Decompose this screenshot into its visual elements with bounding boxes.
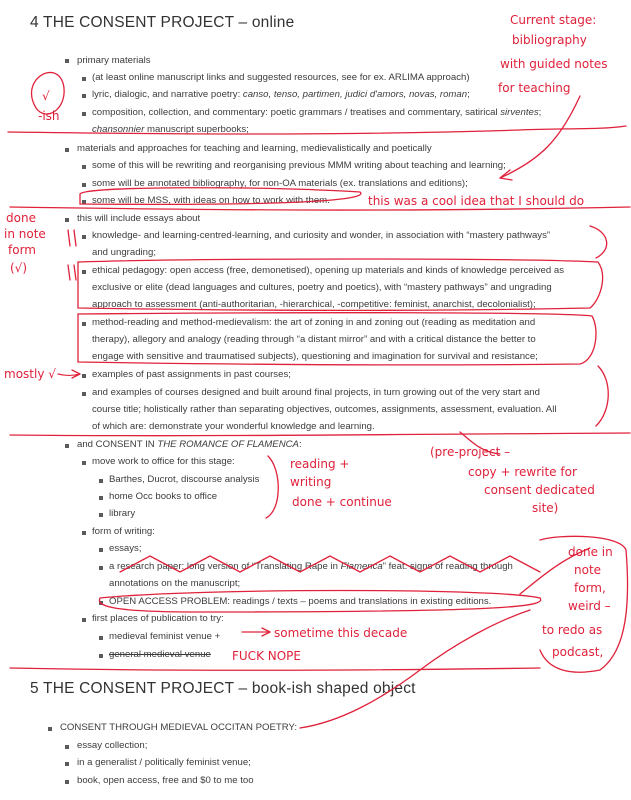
list-item: examples of past assignments in past courses; bbox=[92, 369, 291, 380]
list-item: some will be annotated bibliography, for non-OA materials (ex. translations and editions); bbox=[92, 178, 468, 189]
bullet bbox=[99, 496, 103, 500]
note-pre-project: (pre-project – bbox=[430, 445, 511, 459]
ink-arrow-2 bbox=[460, 432, 500, 454]
note-done: in note bbox=[4, 227, 46, 241]
list-item: move work to office for this stage: bbox=[92, 456, 235, 467]
list-item: home Occ books to office bbox=[109, 491, 218, 502]
ink-arrow-mostly bbox=[58, 374, 80, 376]
note-current-stage: with guided notes bbox=[500, 57, 608, 71]
ink-arrow-3 bbox=[520, 548, 590, 594]
list-item: lyric, dialogic, and narrative poetry: canso, tenso, partimen, judici d'amors, novas, roman; bbox=[92, 89, 470, 100]
ink-tick-marks bbox=[68, 265, 76, 280]
bullet bbox=[82, 165, 86, 169]
ink-divider-3 bbox=[10, 433, 630, 436]
list-item: book, open access, free and $0 to me too bbox=[77, 775, 254, 786]
list-item: a research paper: long version of “Translating Rape in Flamenca” feat. signs of reading through bbox=[109, 561, 513, 572]
note-current-stage: Current stage: bbox=[510, 13, 597, 27]
note-reading: writing bbox=[290, 475, 332, 489]
list-item: CONSENT THROUGH MEDIEVAL OCCITAN POETRY: bbox=[60, 722, 298, 733]
bullet bbox=[99, 548, 103, 552]
list-item: knowledge- and learning-centred-learning, and curiosity and wonder, in association with “mastery pathways” bbox=[92, 230, 551, 241]
note-current-stage: bibliography bbox=[512, 33, 587, 47]
list-item: and examples of courses designed and built around final projects, in turn growing out of the very start and bbox=[92, 387, 540, 398]
bullet bbox=[65, 745, 69, 749]
bullet bbox=[82, 392, 86, 396]
list-item: library bbox=[109, 508, 136, 519]
ink-arrow-5 bbox=[300, 610, 530, 728]
list-item-cont: approach to assessment (anti-authoritarian, -hierarchical, -competitive: feminist, anarchist, decolonialist); bbox=[92, 299, 536, 310]
note-current-stage: for teaching bbox=[498, 81, 571, 95]
list-item-cont: course title; holistically rather than separating objectives, outcomes, assignments, assessment, evaluation. All bbox=[92, 404, 557, 415]
list-item: method-reading and method-medievalism: the art of zoning in and zoning out (reading as meditation and bbox=[92, 317, 536, 328]
list-item: essay collection; bbox=[77, 740, 148, 751]
list-item: some will be MSS, with ideas on how to work with them. bbox=[92, 195, 330, 206]
note-podcast: podcast, bbox=[552, 645, 604, 659]
note-sometime: sometime this decade bbox=[274, 626, 408, 640]
bullet bbox=[82, 235, 86, 239]
list-item-cont: therapy), allegory and analogy (reading through “a distant mirror” and with a critical distance the better to bbox=[92, 334, 536, 345]
list-item: in a generalist / politically feminist venue; bbox=[77, 757, 251, 768]
list-item-cont: exclusive or elite (dead languages and cultures, poetry and poetics), with “mastery pathways” and ungrading bbox=[92, 282, 552, 293]
ink-bracket-3 bbox=[266, 456, 278, 518]
bullet bbox=[99, 654, 103, 658]
note-check: √ bbox=[42, 89, 50, 103]
bullet bbox=[99, 566, 103, 570]
list-item: ethical pedagogy: open access (free, demonetised), opening up materials and kinds of knowledge perceived as bbox=[92, 265, 564, 276]
list-item: Barthes, Ducrot, discourse analysis bbox=[109, 474, 260, 485]
bullet bbox=[82, 461, 86, 465]
note-done: (√) bbox=[10, 261, 28, 275]
section-5-heading: 5 THE CONSENT PROJECT – book-ish shaped object bbox=[30, 680, 416, 697]
note-ish: -ish bbox=[38, 109, 60, 123]
primary-materials-label: primary materials bbox=[77, 55, 151, 66]
ink-divider-2 bbox=[10, 207, 630, 210]
note-mostly: mostly √ bbox=[4, 367, 56, 381]
bullet bbox=[82, 112, 86, 116]
list-item-cont: of which are: demonstrate your wonderful knowledge and learning. bbox=[92, 421, 375, 432]
approaches-label: materials and approaches for teaching and learning, medievalistically and poetically bbox=[77, 143, 432, 154]
note-pre-project: copy + rewrite for bbox=[468, 465, 577, 479]
essays-label: this will include essays about bbox=[77, 213, 201, 224]
bullet bbox=[82, 270, 86, 274]
list-item-cont: annotations on the manuscript; bbox=[109, 578, 241, 589]
note-done: done bbox=[6, 211, 36, 225]
note-reading: reading + bbox=[290, 457, 350, 471]
bullet bbox=[48, 727, 52, 731]
bullet bbox=[82, 200, 86, 204]
note-podcast: done in bbox=[568, 545, 613, 559]
note-podcast: note bbox=[574, 563, 602, 577]
list-item: composition, collection, and commentary: poetic grammars / treatises and commentary, satirical sirventes; bbox=[92, 107, 542, 118]
note-pre-project: consent dedicated bbox=[484, 483, 595, 497]
ink-arrowhead-4 bbox=[262, 628, 270, 636]
bullet bbox=[65, 762, 69, 766]
list-item: form of writing: bbox=[92, 526, 155, 537]
note-pre-project: site) bbox=[532, 501, 559, 515]
bullet bbox=[82, 183, 86, 187]
bullet bbox=[65, 444, 69, 448]
bullet bbox=[82, 94, 86, 98]
bullet bbox=[99, 513, 103, 517]
list-item-cont: engage with sensitive and traumatised subjects), questioning and imagination for survival and resistance; bbox=[92, 351, 538, 362]
list-item: (at least online manuscript links and suggested resources, see for ex. ARLIMA approach) bbox=[92, 72, 470, 83]
note-reading: done + continue bbox=[292, 495, 392, 509]
list-item: first places of publication to try: bbox=[92, 613, 224, 624]
bullet bbox=[65, 218, 69, 222]
bullet bbox=[65, 148, 69, 152]
bullet bbox=[82, 374, 86, 378]
note-cool-idea: this was a cool idea that I should do bbox=[368, 194, 585, 208]
ink-circle bbox=[32, 72, 65, 114]
ink-tick-marks bbox=[68, 230, 76, 246]
note-podcast: weird – bbox=[568, 599, 611, 613]
note-nope: FUCK NOPE bbox=[232, 649, 301, 663]
bullet bbox=[99, 601, 103, 605]
list-item: some of this will be rewriting and reorganising previous MMM writing about teaching and learning; bbox=[92, 160, 506, 171]
bullet bbox=[82, 322, 86, 326]
bullet bbox=[82, 531, 86, 535]
bullet bbox=[82, 618, 86, 622]
bullet bbox=[99, 636, 103, 640]
list-item-cont: and ungrading; bbox=[92, 247, 157, 258]
list-item-struck: general medieval venue bbox=[109, 649, 211, 660]
ink-bracket bbox=[590, 226, 607, 258]
bullet bbox=[99, 479, 103, 483]
bullet bbox=[65, 59, 69, 63]
ink-divider-4 bbox=[10, 668, 540, 670]
ink-bracket-2 bbox=[596, 366, 608, 426]
note-podcast: to redo as bbox=[542, 623, 603, 637]
flamenca-label: and CONSENT IN THE ROMANCE OF FLAMENCA: bbox=[77, 439, 302, 450]
note-podcast: form, bbox=[574, 581, 606, 595]
ink-bracket-podcast bbox=[540, 536, 628, 672]
section-4-heading: 4 THE CONSENT PROJECT – online bbox=[30, 14, 295, 31]
list-item: medieval feminist venue + bbox=[109, 631, 221, 642]
bullet bbox=[82, 77, 86, 81]
list-item: essays; bbox=[109, 543, 142, 554]
bullet bbox=[65, 780, 69, 784]
note-done: form bbox=[8, 243, 36, 257]
list-item: OPEN ACCESS PROBLEM: readings / texts – poems and translations in existing editions. bbox=[109, 596, 492, 607]
ink-arrowhead-mostly bbox=[72, 370, 80, 378]
list-item-cont: chansonnier manuscript superbooks; bbox=[92, 124, 249, 135]
